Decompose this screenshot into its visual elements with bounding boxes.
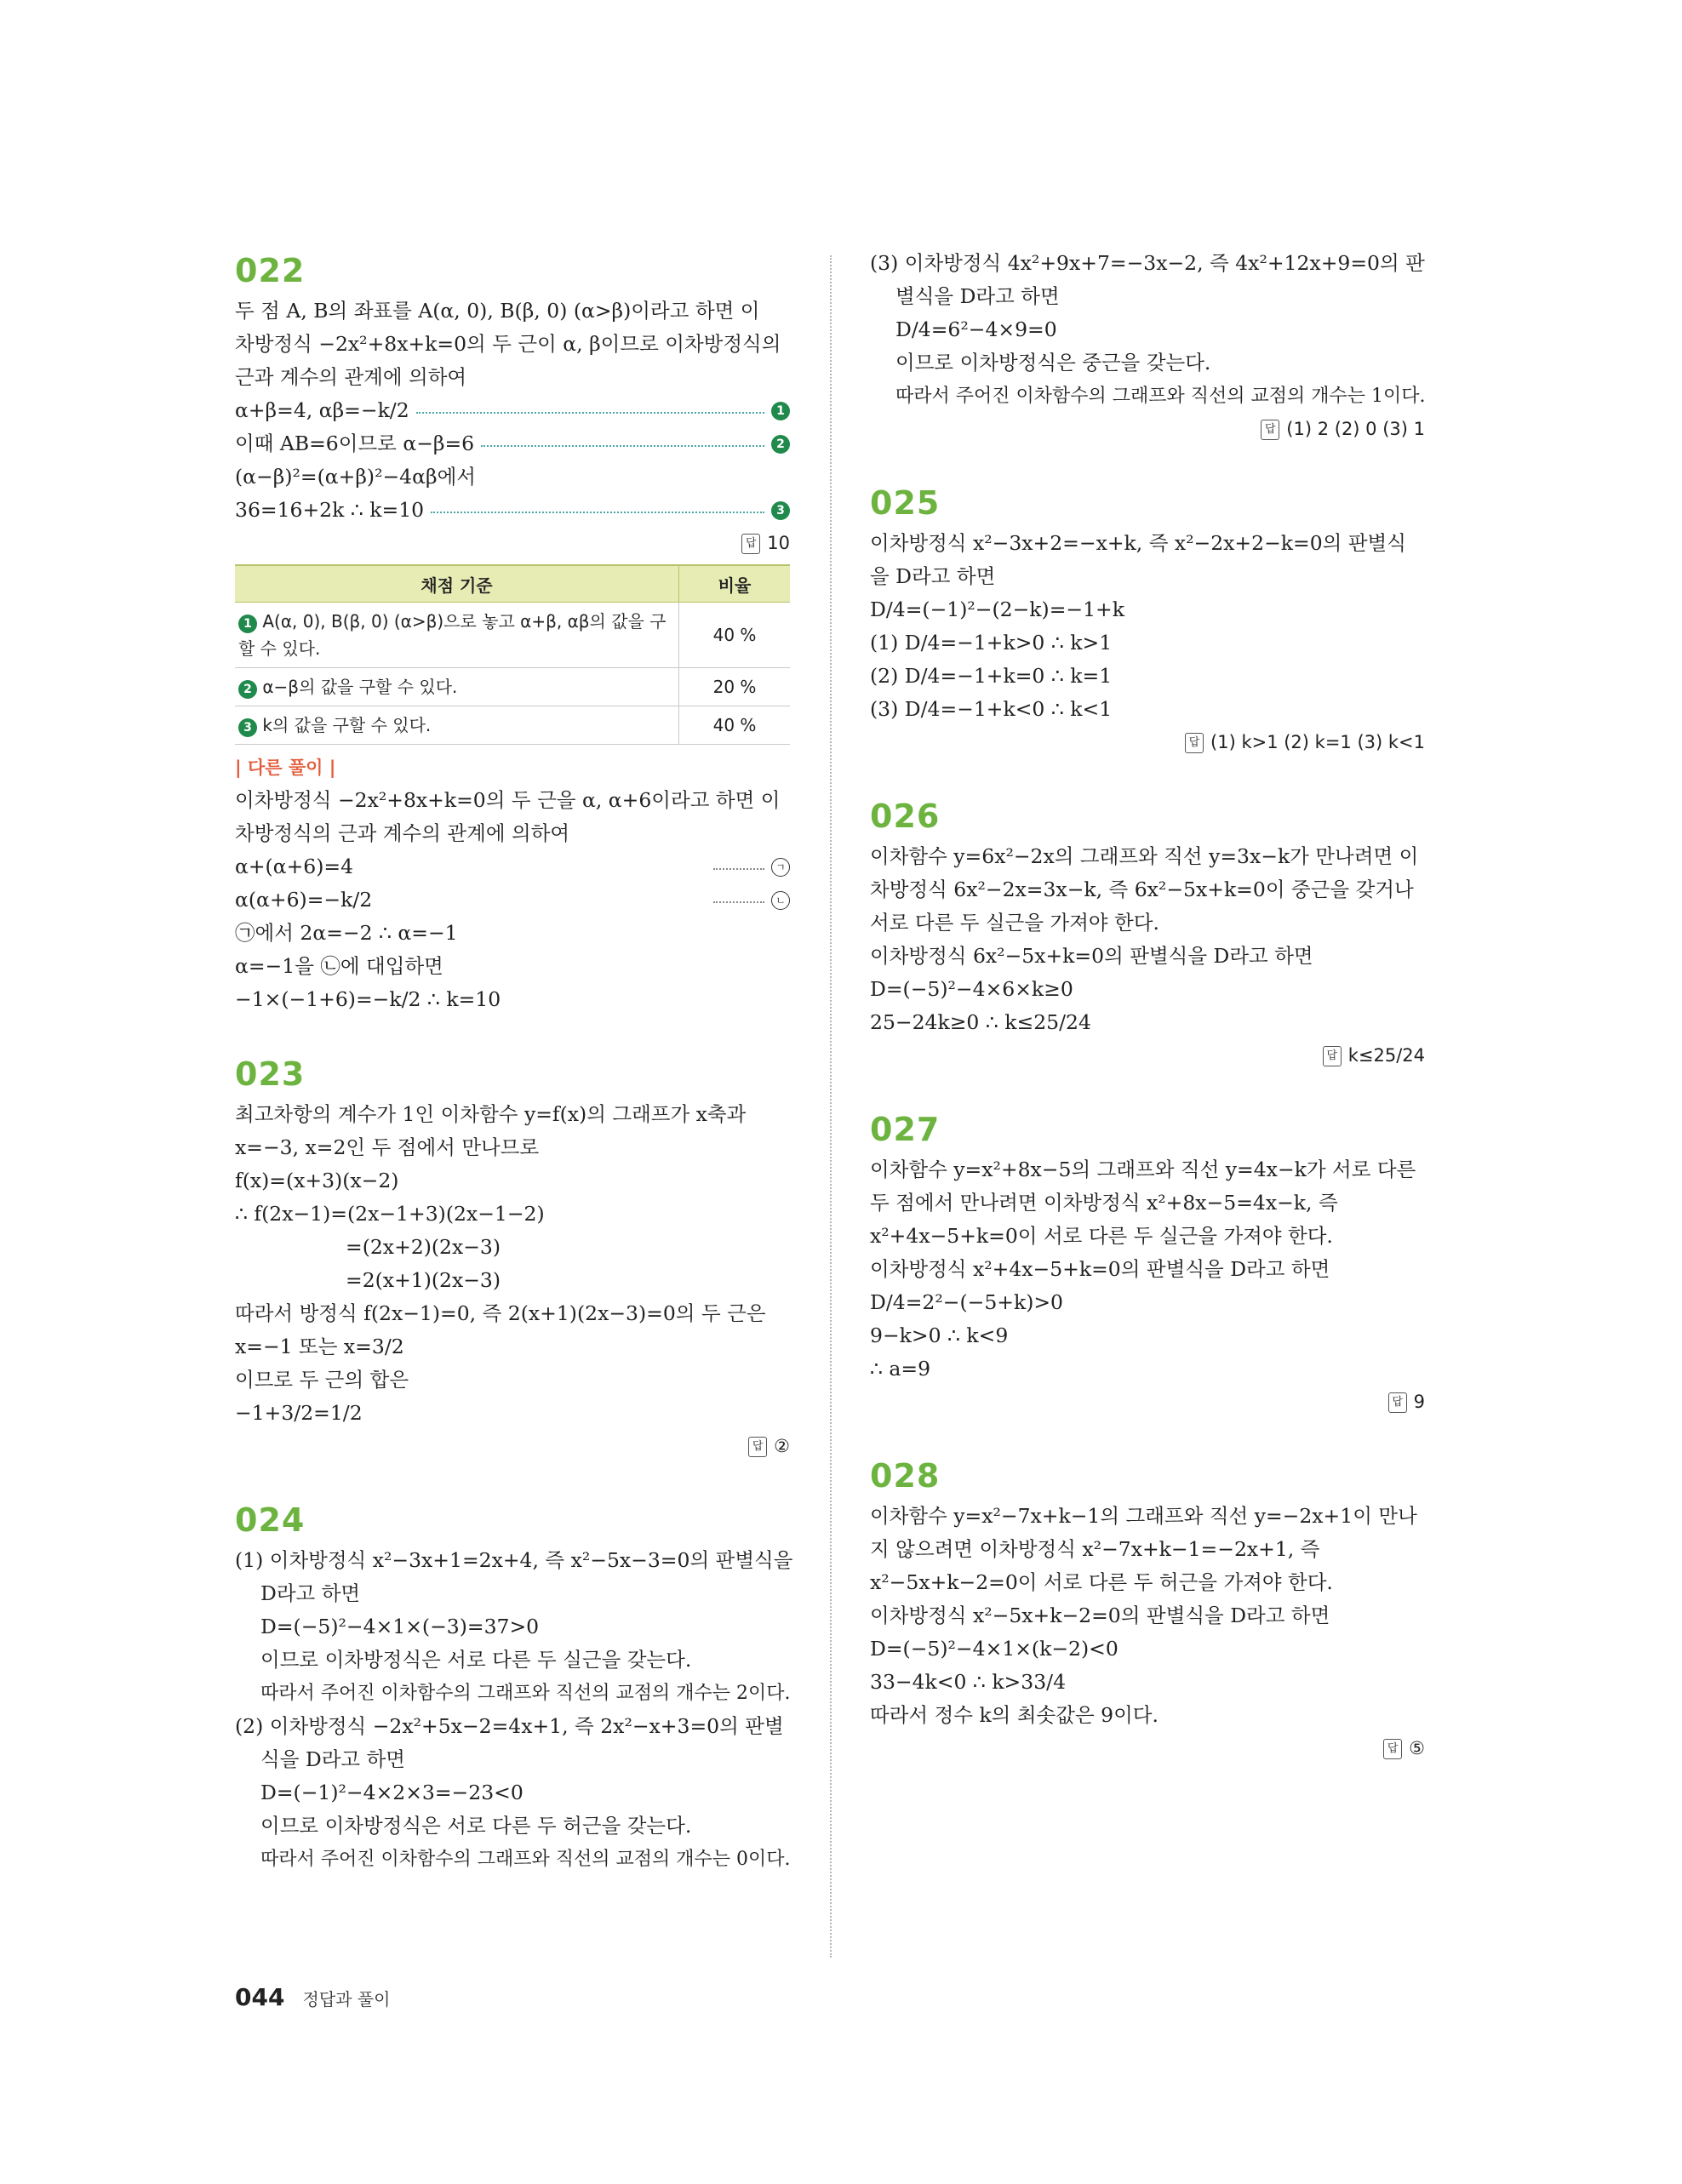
section-024-number: 024 — [235, 1501, 306, 1539]
text-line: 이차함수 y=x²−7x+k−1의 그래프와 직선 y=−2x+1이 만나 — [870, 1504, 1417, 1528]
answer-value: ⑤ — [1409, 1738, 1425, 1758]
answer-024 — [870, 413, 1425, 445]
leader-dots — [481, 445, 764, 447]
text-line: D=(−1)²−4×2×3=−23<0 — [260, 1781, 523, 1804]
step-marker-2: 2 — [771, 435, 790, 454]
text-line: 이차방정식 6x²−5x+k=0의 판별식을 D라고 하면 — [870, 944, 1313, 968]
text-line: 9−k>0 ∴ k<9 — [870, 1324, 1009, 1347]
text-line: x²+4x−5+k=0이 서로 다른 두 실근을 가져야 한다. — [870, 1224, 1333, 1248]
step-marker-3: 3 — [771, 501, 790, 520]
row-marker: 1 — [238, 615, 257, 633]
text-line: x²−5x+k−2=0이 서로 다른 두 허근을 가져야 한다. — [870, 1570, 1333, 1594]
answer-023 — [235, 1430, 790, 1462]
page-number: 044 — [235, 1983, 285, 2011]
table-row — [235, 706, 790, 745]
text-line: 두 점 A, B의 좌표를 A(α, 0), B(β, 0) (α>β)이라고 하면 이 — [235, 299, 760, 323]
answer-025 — [870, 726, 1425, 758]
text-line: D/4=6²−4×9=0 — [895, 317, 1057, 341]
section-027-number: 027 — [870, 1111, 941, 1148]
text-line: =2(x+1)(2x−3) — [346, 1268, 501, 1292]
leader-dots — [416, 412, 764, 414]
text-line: −1+3/2=1/2 — [235, 1401, 363, 1425]
answer-icon: 답 — [1323, 1046, 1342, 1066]
answer-icon: 답 — [1388, 1392, 1407, 1413]
text-line: 식을 D라고 하면 — [260, 1747, 405, 1771]
answer-028 — [870, 1732, 1425, 1764]
section-028-number: 028 — [870, 1457, 941, 1495]
text-line: 최고차항의 계수가 1인 이차함수 y=f(x)의 그래프가 x축과 — [235, 1102, 747, 1126]
text-line: 이차함수 y=6x²−2x의 그래프와 직선 y=3x−k가 만나려면 이 — [870, 844, 1419, 868]
table-header-criteria: 채점 기준 — [235, 565, 679, 603]
text-line: α=−1을 ㉡에 대입하면 — [235, 954, 443, 978]
step-2-eq: 이때 AB=6이므로 α−β=6 — [235, 432, 475, 455]
column-divider — [830, 255, 832, 1958]
text-line: 이므로 이차방정식은 서로 다른 두 실근을 갖는다. — [260, 1648, 692, 1672]
section-023-number: 023 — [235, 1055, 306, 1093]
footer-title: 정답과 풀이 — [302, 1989, 391, 2010]
text-line: 별식을 D라고 하면 — [895, 284, 1060, 308]
text-line: 따라서 주어진 이차함수의 그래프와 직선의 교점의 개수는 0이다. — [260, 1849, 791, 1870]
row-text: k의 값을 구할 수 있다. — [262, 715, 432, 735]
text-line: x=−3, x=2인 두 점에서 만나므로 — [235, 1135, 540, 1159]
text-line: (1) 이차방정식 x²−3x+1=2x+4, 즉 x²−5x−3=0의 판별식을 — [235, 1548, 793, 1572]
text-line: 서로 다른 두 실근을 가져야 한다. — [870, 911, 1159, 935]
text-line: 을 D라고 하면 — [870, 564, 996, 588]
step-2-row — [235, 427, 790, 460]
left-column — [235, 247, 793, 1876]
answer-icon: 답 — [1383, 1739, 1402, 1759]
text-line: D=(−5)²−4×1×(k−2)<0 — [870, 1637, 1118, 1661]
text-line: ㉠에서 2α=−2 ∴ α=−1 — [235, 921, 458, 945]
section-026-number: 026 — [870, 798, 941, 835]
right-column — [870, 247, 1425, 1764]
text-line: (2) D/4=−1+k=0 ∴ k=1 — [870, 664, 1113, 688]
answer-icon: 답 — [1261, 420, 1279, 440]
alt-eq-1: α+(α+6)=4 — [235, 855, 354, 878]
text-line: f(x)=(x+3)(x−2) — [235, 1169, 399, 1192]
answer-value: k≤25/24 — [1347, 1045, 1425, 1066]
text-line: 이차방정식 x²−5x+k−2=0의 판별식을 D라고 하면 — [870, 1604, 1330, 1627]
text-line: 차방정식 6x²−2x=3x−k, 즉 6x²−5x+k=0이 중근을 갖거나 — [870, 878, 1414, 901]
text-line: x=−1 또는 x=3/2 — [235, 1335, 404, 1358]
text-line: 이차방정식 x²−3x+2=−x+k, 즉 x²−2x+2−k=0의 판별식 — [870, 531, 1406, 555]
text-line: D=(−5)²−4×6×k≥0 — [870, 977, 1073, 1001]
row-marker: 2 — [238, 680, 257, 699]
row-pct: 20 % — [679, 668, 791, 706]
answer-value: 10 — [767, 533, 790, 553]
text-line: 따라서 정수 k의 최솟값은 9이다. — [870, 1703, 1159, 1727]
step-1-eq: α+β=4, αβ=−k/2 — [235, 398, 409, 422]
text-line: D/4=2²−(−5+k)>0 — [870, 1290, 1064, 1314]
answer-value: ② — [774, 1436, 790, 1456]
step-1-row — [235, 394, 790, 427]
leader-dots — [713, 868, 764, 870]
text-line: (3) 이차방정식 4x²+9x+7=−3x−2, 즉 4x²+12x+9=0의 판 — [870, 251, 1425, 275]
text-line: 근과 계수의 관계에 의하여 — [235, 365, 467, 389]
text-line: 이므로 이차방정식은 서로 다른 두 허근을 갖는다. — [260, 1814, 692, 1838]
text-line: D=(−5)²−4×1×(−3)=37>0 — [260, 1615, 540, 1638]
row-pct: 40 % — [679, 603, 791, 668]
text-line: (α−β)²=(α+β)²−4αβ에서 — [235, 465, 476, 489]
text-line: (3) D/4=−1+k<0 ∴ k<1 — [870, 697, 1113, 721]
row-pct: 40 % — [679, 706, 791, 745]
text-line: 따라서 주어진 이차함수의 그래프와 직선의 교점의 개수는 2이다. — [260, 1683, 791, 1704]
circled-label-1: ㄱ — [771, 858, 790, 877]
scoring-table — [235, 564, 790, 745]
table-row — [235, 668, 790, 706]
text-line: −1×(−1+6)=−k/2 ∴ k=10 — [235, 987, 501, 1011]
text-line: 지 않으려면 이차방정식 x²−7x+k−1=−2x+1, 즉 — [870, 1537, 1320, 1561]
alt-eq-2-row — [235, 883, 790, 917]
text-line: 따라서 방정식 f(2x−1)=0, 즉 2(x+1)(2x−3)=0의 두 근은 — [235, 1301, 766, 1325]
page-footer — [235, 1983, 391, 2011]
text-line: 이차함수 y=x²+8x−5의 그래프와 직선 y=4x−k가 서로 다른 — [870, 1158, 1416, 1181]
answer-value: (1) k>1 (2) k=1 (3) k<1 — [1210, 732, 1425, 752]
step-marker-1: 1 — [771, 402, 790, 420]
section-025-number: 025 — [870, 484, 941, 522]
circled-label-2: ㄴ — [771, 891, 790, 910]
leader-dots — [431, 512, 764, 513]
text-line: 차방정식 −2x²+8x+k=0의 두 근이 α, β이므로 이차방정식의 — [235, 332, 781, 356]
alt-solution-title: | 다른 풀이 | — [235, 758, 336, 778]
text-line: 이므로 이차방정식은 중근을 갖는다. — [895, 351, 1211, 374]
text-line: =(2x+2)(2x−3) — [346, 1235, 501, 1259]
row-marker: 3 — [238, 718, 257, 737]
text-line: (2) 이차방정식 −2x²+5x−2=4x+1, 즉 2x²−x+3=0의 판별 — [235, 1714, 784, 1738]
text-line: ∴ a=9 — [870, 1357, 931, 1381]
text-line: D라고 하면 — [260, 1581, 361, 1605]
table-header-ratio: 비율 — [679, 565, 791, 603]
answer-027 — [870, 1386, 1425, 1418]
section-022-number: 022 — [235, 252, 306, 289]
row-text: α−β의 값을 구할 수 있다. — [262, 677, 458, 697]
answer-icon: 답 — [1185, 733, 1204, 753]
answer-value: (1) 2 (2) 0 (3) 1 — [1286, 419, 1425, 439]
answer-icon: 답 — [748, 1437, 767, 1457]
text-line: D/4=(−1)²−(2−k)=−1+k — [870, 597, 1124, 621]
answer-value: 9 — [1413, 1392, 1425, 1412]
alt-eq-2: α(α+6)=−k/2 — [235, 888, 373, 912]
text-line: 차방정식의 근과 계수의 관계에 의하여 — [235, 821, 570, 845]
answer-icon: 답 — [741, 534, 760, 554]
text-line: 25−24k≥0 ∴ k≤25/24 — [870, 1010, 1091, 1034]
text-line: 두 점에서 만나려면 이차방정식 x²+8x−5=4x−k, 즉 — [870, 1191, 1338, 1215]
table-row — [235, 603, 790, 668]
text-line: 이므로 두 근의 합은 — [235, 1368, 409, 1392]
text-line: 이차방정식 x²+4x−5+k=0의 판별식을 D라고 하면 — [870, 1257, 1330, 1281]
text-line: ∴ f(2x−1)=(2x−1+3)(2x−1−2) — [235, 1202, 545, 1226]
text-line: 33−4k<0 ∴ k>33/4 — [870, 1670, 1067, 1694]
text-line: (1) D/4=−1+k>0 ∴ k>1 — [870, 631, 1113, 655]
text-line: 따라서 주어진 이차함수의 그래프와 직선의 교점의 개수는 1이다. — [895, 386, 1426, 407]
leader-dots — [713, 901, 764, 903]
answer-022 — [235, 527, 790, 559]
alt-eq-1-row — [235, 850, 790, 883]
step-3-row — [235, 494, 790, 527]
answer-026 — [870, 1039, 1425, 1072]
row-text: A(α, 0), B(β, 0) (α>β)으로 놓고 α+β, αβ의 값을 구할 수 있다. — [238, 611, 667, 659]
step-3-eq: 36=16+2k ∴ k=10 — [235, 498, 425, 522]
text-line: 이차방정식 −2x²+8x+k=0의 두 근을 α, α+6이라고 하면 이 — [235, 788, 781, 812]
